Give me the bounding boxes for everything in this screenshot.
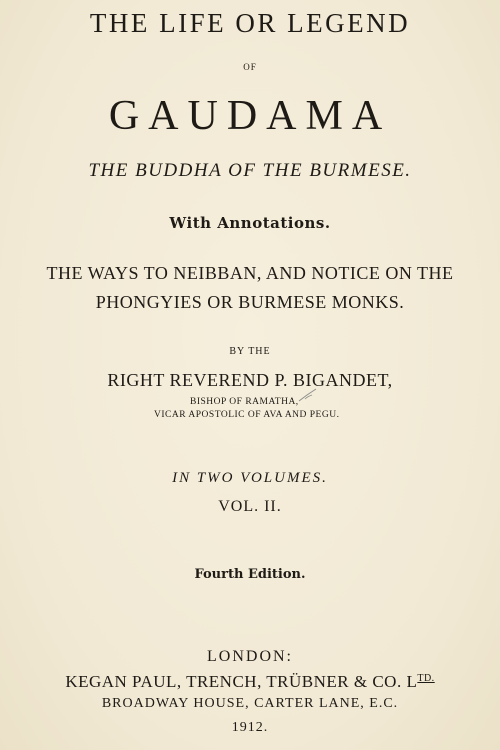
author-name: RIGHT REVEREND P. BIGANDET,: [107, 370, 393, 390]
publisher-name: KEGAN PAUL, TRENCH, TRÜBNER & CO. L: [65, 672, 418, 691]
publisher: [0, 672, 500, 692]
publication-city: LONDON:: [207, 648, 293, 665]
publication-year: 1912.: [231, 720, 269, 735]
main-title: THE LIFE OR LEGEND: [89, 8, 411, 38]
annotations-note: With Annotations.: [169, 214, 331, 232]
volumes-note: IN TWO VOLUMES.: [172, 470, 328, 486]
by-the: BY THE: [229, 346, 271, 357]
author-title-vicar: VICAR APOSTOLIC OF AVA AND PEGU.: [154, 410, 340, 420]
volume-number: VOL. II.: [218, 498, 282, 515]
subject-title: GAUDAMA: [108, 93, 392, 139]
ways-line-1: THE WAYS TO NEIBBAN, AND NOTICE ON THE: [46, 263, 454, 283]
pencil-mark: [296, 386, 320, 404]
publisher-suffix: TD.: [417, 673, 435, 684]
of-connector: OF: [243, 62, 257, 72]
subtitle: THE BUDDHA OF THE BURMESE.: [88, 160, 412, 181]
ways-line-2: PHONGYIES OR BURMESE MONKS.: [95, 292, 405, 312]
author-title-bishop: BISHOP OF RAMATHA,: [190, 397, 299, 407]
edition: Fourth Edition.: [194, 567, 306, 582]
publisher-address: BROADWAY HOUSE, CARTER LANE, E.C.: [101, 696, 399, 711]
